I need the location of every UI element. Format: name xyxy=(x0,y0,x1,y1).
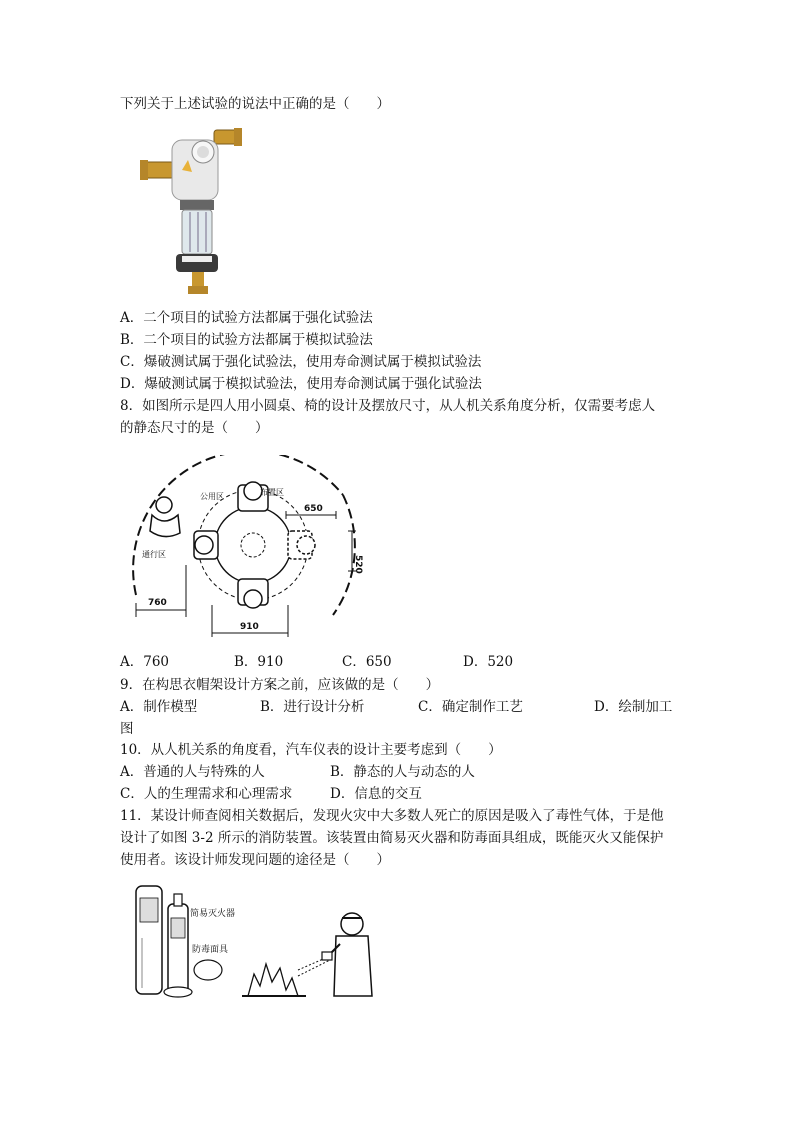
dim-520: 520 xyxy=(353,555,363,574)
q7-stem: 下列关于上述试验的说法中正确的是（ ） xyxy=(120,96,390,112)
q7-option-d: D．爆破测试属于模拟试验法，使用寿命测试属于强化试验法 xyxy=(120,376,482,392)
label-public-area: 公用区 xyxy=(200,492,224,501)
label-extinguisher: 简易灭火器 xyxy=(190,909,236,919)
q8-option-a: A．760 xyxy=(120,654,170,670)
q8-stem-line2: 的静态尺寸的是（ ） xyxy=(120,420,269,436)
dim-650: 650 xyxy=(304,504,323,514)
fire-device-figure xyxy=(130,878,380,1000)
dim-910: 910 xyxy=(240,622,259,632)
q10-option-d: D．信息的交互 xyxy=(330,786,422,802)
q7-option-b: B．二个项目的试验方法都属于模拟试验法 xyxy=(120,332,373,348)
q7-option-c: C．爆破测试属于强化试验法，使用寿命测试属于模拟试验法 xyxy=(120,354,482,370)
label-layout-area: 布置区 xyxy=(260,488,284,497)
q8-option-b: B．910 xyxy=(234,654,284,670)
q11-stem-line3: 使用者。该设计师发现问题的途径是（ ） xyxy=(120,852,390,868)
label-passage-area: 通行区 xyxy=(142,550,166,559)
q9-option-a: A．制作模型 xyxy=(120,699,198,715)
label-mask: 防毒面具 xyxy=(192,945,229,955)
q10-option-c: C．人的生理需求和心理需求 xyxy=(120,786,293,802)
round-table-figure xyxy=(128,455,378,640)
q9-option-d: D．绘制加工 xyxy=(594,699,673,715)
q7-option-a: A．二个项目的试验方法都属于强化试验法 xyxy=(120,310,373,326)
q11-stem-line1: 11．某设计师查阅相关数据后，发现火灾中大多数人死亡的原因是吸入了毒性气体，于是他 xyxy=(120,808,664,824)
q8-stem-line1: 8．如图所示是四人用小圆桌、椅的设计及摆放尺寸，从人机关系角度分析，仅需要考虑人 xyxy=(120,398,656,414)
dim-760: 760 xyxy=(148,598,167,608)
q11-stem-line2: 设计了如图 3-2 所示的消防装置。该装置由简易灭火器和防毒面具组成，既能灭火又能保护 xyxy=(120,830,664,846)
q10-option-a: A．普通的人与特殊的人 xyxy=(120,764,265,780)
q8-option-c: C．650 xyxy=(342,654,392,670)
q9-option-b: B．进行设计分析 xyxy=(260,699,365,715)
q9-option-c: C．确定制作工艺 xyxy=(418,699,523,715)
q8-option-d: D．520 xyxy=(463,654,514,670)
q10-stem: 10．从人机关系的角度看，汽车仪表的设计主要考虑到（ ） xyxy=(120,742,502,758)
water-filter-figure xyxy=(138,120,250,296)
q10-option-b: B．静态的人与动态的人 xyxy=(330,764,475,780)
q9-option-d-wrap: 图 xyxy=(120,721,134,737)
q9-stem: 9．在构思衣帽架设计方案之前，应该做的是（ ） xyxy=(120,677,440,693)
